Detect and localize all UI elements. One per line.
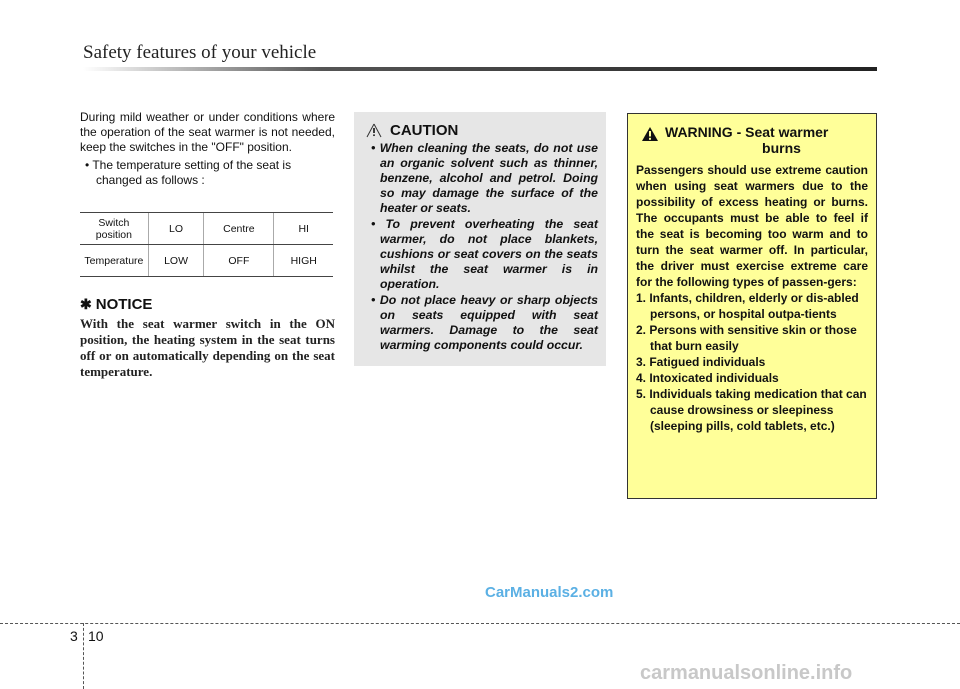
- table-row: [80, 213, 333, 245]
- warning-label: WARNING: [665, 124, 733, 140]
- notice-heading: [80, 296, 152, 313]
- table-cell: LO: [148, 213, 204, 245]
- table-cell: Centre: [204, 213, 274, 245]
- warning-title: [636, 124, 868, 156]
- caution-title-text: CAUTION: [390, 122, 459, 139]
- caution-item: • To prevent overheating the seat warmer, do not place blankets, cushions or seat covers on the seats whilst the seat warmer is in operation.: [371, 217, 598, 291]
- table-row: [80, 245, 333, 277]
- caution-box: [354, 112, 606, 366]
- table-cell: OFF: [204, 245, 274, 277]
- caution-list: [366, 141, 598, 353]
- intro-section: [80, 110, 335, 188]
- footer-brand: carmanualsonline.info: [640, 662, 853, 684]
- warning-subtitle: - Seat warmer: [736, 124, 829, 140]
- table-cell: Switch position: [80, 213, 148, 245]
- warning-body: Passengers should use extreme caution when using seat warmers due to the possibility of excess heating or burns. The occupants must be able to feel if the seat is becoming too warm and to turn the seat warmer off. In particular, the driver must exercise extreme care for the following types of passen-gers:: [636, 163, 868, 289]
- header-rule: [83, 67, 877, 71]
- warning-box: [627, 113, 877, 499]
- footer-divider: [83, 623, 84, 689]
- warning-title-text: [665, 124, 868, 156]
- caution-item: • Do not place heavy or sharp objects on seats equipped with seat warmers. Damage to the seat warming components could occur.: [371, 293, 598, 352]
- table-cell: LOW: [148, 245, 204, 277]
- table-cell: HI: [274, 213, 333, 245]
- notice-heading-text: NOTICE: [95, 296, 153, 313]
- caution-triangle-icon: [366, 123, 382, 138]
- section-number: 3: [70, 628, 78, 644]
- watermark-link[interactable]: CarManuals2.com: [485, 584, 614, 601]
- intro-bullet: • The temperature setting of the seat is changed as follows :: [85, 158, 292, 187]
- notice-star-icon: ✱: [80, 296, 92, 312]
- page-number: 10: [88, 628, 104, 644]
- temperature-table: [80, 212, 333, 277]
- warning-triangle-icon: [641, 126, 659, 142]
- warning-item: 3. Fatigued individuals: [636, 355, 766, 369]
- warning-item: 1. Infants, children, elderly or dis-abled persons, or hospital outpa-tients: [636, 291, 859, 321]
- table-cell: HIGH: [274, 245, 333, 277]
- footer-rule: [0, 623, 960, 624]
- page-header-title: Safety features of your vehicle: [83, 42, 317, 63]
- warning-item: 5. Individuals taking medication that can cause drowsiness or sleepiness (sleeping pills, cold tablets, etc.): [636, 387, 867, 433]
- warning-subtitle-line2: burns: [762, 140, 801, 156]
- warning-item: 4. Intoxicated individuals: [636, 371, 779, 385]
- warning-list: [636, 290, 868, 434]
- intro-paragraph: During mild weather or under conditions where the operation of the seat warmer is not needed, keep the switches in the "OFF" position.: [80, 110, 335, 154]
- caution-title: [366, 122, 598, 139]
- table-cell: Temperature: [80, 245, 148, 277]
- warning-item: 2. Persons with sensitive skin or those that burn easily: [636, 323, 857, 353]
- notice-body: With the seat warmer switch in the ON position, the heating system in the seat turns off or on automatically depending on the seat temperature.: [80, 316, 335, 379]
- caution-item: • When cleaning the seats, do not use an organic solvent such as thinner, benzene, alcohol and petrol. Doing so may damage the surface of the heater or seats.: [371, 141, 598, 215]
